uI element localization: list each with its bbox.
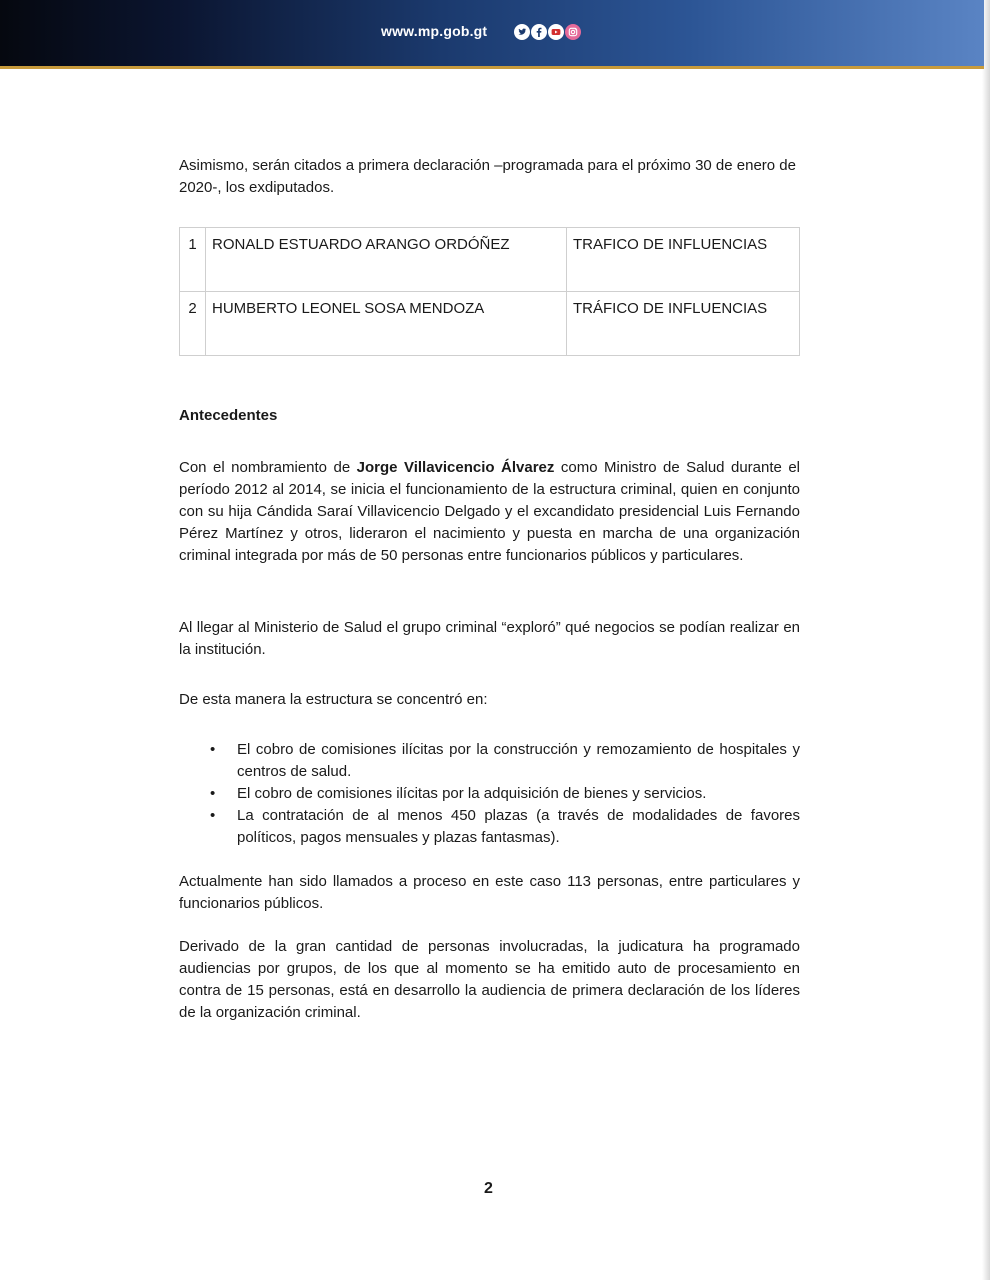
page-number: 2	[484, 1180, 493, 1197]
twitter-icon[interactable]	[514, 24, 530, 40]
exdiputados-table	[179, 227, 800, 356]
crime-label: TRAFICO DE INFLUENCIAS	[567, 228, 800, 292]
bullet-icon: •	[210, 807, 216, 824]
youtube-icon[interactable]	[548, 24, 564, 40]
instagram-icon[interactable]	[565, 24, 581, 40]
site-url-link[interactable]: www.mp.gob.gt	[381, 23, 488, 39]
section-heading: Antecedentes	[179, 407, 278, 424]
structure-intro-paragraph: De esta manera la estructura se concentró en:	[179, 691, 488, 708]
background-paragraph	[179, 457, 800, 567]
bullet-icon: •	[210, 741, 216, 758]
row-number: 1	[180, 228, 206, 292]
facebook-icon[interactable]	[531, 24, 547, 40]
judicature-paragraph: Derivado de la gran cantidad de personas involucradas, la judicatura ha programado audiencias por grupos, de los que al momento se ha emitido auto de procesamiento en contra de 15 personas, está en desarrollo la audiencia de primera declaración de los líderes de la organización criminal.	[179, 938, 800, 1021]
intro-paragraph: Asimismo, serán citados a primera declaración –programada para el próximo 30 de enero de 2020-, los exdiputados.	[179, 157, 796, 196]
person-name: HUMBERTO LEONEL SOSA MENDOZA	[206, 292, 567, 356]
list-item: • El cobro de comisiones ilícitas por la construcción y remozamiento de hospitales y centros de salud.	[210, 741, 800, 780]
site-header	[0, 0, 984, 69]
person-name: RONALD ESTUARDO ARANGO ORDÓÑEZ	[206, 228, 567, 292]
paragraph-text: Con el nombramiento de	[179, 459, 357, 476]
list-item: • La contratación de al menos 450 plazas (a través de modalidades de favores políticos, pagos mensuales y plazas fantasmas).	[210, 807, 800, 846]
page-edge-shadow	[982, 0, 990, 1280]
minister-name: Jorge Villavicencio Álvarez	[356, 459, 555, 476]
table-row	[180, 292, 800, 356]
process-paragraph: Actualmente han sido llamados a proceso en este caso 113 personas, entre particulares y funcionarios públicos.	[179, 873, 800, 912]
row-number: 2	[180, 292, 206, 356]
ministry-paragraph: Al llegar al Ministerio de Salud el grupo criminal “exploró” qué negocios se podían realizar en la institución.	[179, 619, 800, 658]
table-row	[180, 228, 800, 292]
paragraph-text: como Ministro de Salud durante el período 2012 al 2014, se inicia el funcionamiento de la estructura criminal, quien en conjunto con su hija Cándida Saraí Villavicencio Delgado y el excandidato presidencial Luis Fernando Pérez Martínez y otros, lideraron el nacimiento y puesta en marcha de una organización criminal integrada por más de 50 personas entre funcionarios públicos y particulares.	[179, 459, 801, 564]
activities-list	[210, 739, 800, 849]
crime-label: TRÁFICO DE INFLUENCIAS	[567, 292, 800, 356]
list-item: • El cobro de comisiones ilícitas por la adquisición de bienes y servicios.	[210, 783, 800, 805]
bullet-icon: •	[210, 785, 216, 802]
